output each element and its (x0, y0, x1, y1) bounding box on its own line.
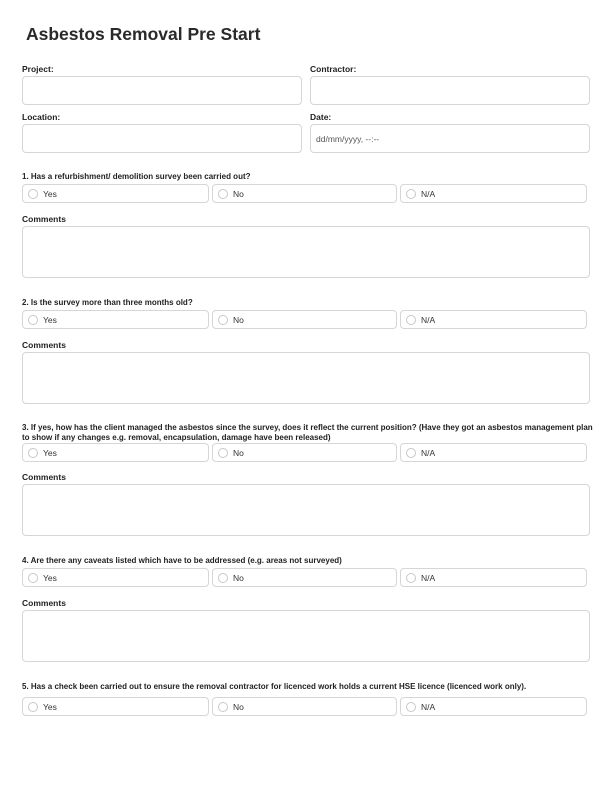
radio-icon (218, 189, 228, 199)
q4-comments-label: Comments (22, 598, 66, 608)
option-label: Yes (43, 448, 57, 458)
q4-option-na[interactable] (400, 568, 587, 587)
option-label: N/A (421, 315, 436, 325)
q1-option-no[interactable] (212, 184, 397, 203)
option-label: No (233, 315, 244, 325)
option-label: No (233, 573, 244, 583)
radio-icon (28, 573, 38, 583)
location-label: Location: (22, 112, 61, 122)
radio-icon (28, 315, 38, 325)
q4-option-yes[interactable] (22, 568, 209, 587)
option-label: N/A (421, 189, 436, 199)
q1-option-na[interactable] (400, 184, 587, 203)
q2-option-na[interactable] (400, 310, 587, 329)
option-label: N/A (421, 448, 436, 458)
radio-icon (218, 448, 228, 458)
radio-icon (406, 448, 416, 458)
q2-comments-label: Comments (22, 340, 66, 350)
radio-icon (406, 702, 416, 712)
q3-comments-label: Comments (22, 472, 66, 482)
q5-option-yes[interactable] (22, 697, 209, 716)
q4-option-no[interactable] (212, 568, 397, 587)
option-label: Yes (43, 189, 57, 199)
radio-icon (28, 448, 38, 458)
page-title: Asbestos Removal Pre Start (26, 24, 261, 44)
radio-icon (218, 315, 228, 325)
option-label: N/A (421, 702, 436, 712)
contractor-label: Contractor: (310, 64, 357, 74)
question-4: 4. Are there any caveats listed which have to be addressed (e.g. areas not surveyed) (22, 556, 342, 565)
location-input[interactable] (22, 124, 302, 153)
option-label: Yes (43, 315, 57, 325)
q3-comments-textarea[interactable] (22, 484, 590, 536)
radio-icon (406, 315, 416, 325)
project-label: Project: (22, 64, 54, 74)
radio-icon (406, 573, 416, 583)
option-label: Yes (43, 702, 57, 712)
question-2: 2. Is the survey more than three months old? (22, 298, 193, 307)
date-input[interactable] (310, 124, 590, 153)
date-placeholder: dd/mm/yyyy, --:-- (316, 134, 380, 144)
option-label: No (233, 448, 244, 458)
q3-option-na[interactable] (400, 443, 587, 462)
q1-option-yes[interactable] (22, 184, 209, 203)
option-label: No (233, 702, 244, 712)
q5-option-no[interactable] (212, 697, 397, 716)
q3-option-yes[interactable] (22, 443, 209, 462)
q2-option-no[interactable] (212, 310, 397, 329)
q4-comments-textarea[interactable] (22, 610, 590, 662)
option-label: No (233, 189, 244, 199)
radio-icon (28, 702, 38, 712)
radio-icon (218, 702, 228, 712)
option-label: N/A (421, 573, 436, 583)
q3-option-no[interactable] (212, 443, 397, 462)
question-1: 1. Has a refurbishment/ demolition survey been carried out? (22, 172, 251, 181)
q1-comments-label: Comments (22, 214, 66, 224)
date-label: Date: (310, 112, 332, 122)
q2-option-yes[interactable] (22, 310, 209, 329)
q2-comments-textarea[interactable] (22, 352, 590, 404)
question-3: 3. If yes, how has the client managed the asbestos since the survey, does it reflect the current position? (Have they got an asbestos management plan to show if any changes e.g. removal, encapsulation, damage have been released) (22, 423, 593, 442)
radio-icon (406, 189, 416, 199)
radio-icon (218, 573, 228, 583)
contractor-input[interactable] (310, 76, 590, 105)
project-input[interactable] (22, 76, 302, 105)
radio-icon (28, 189, 38, 199)
q5-option-na[interactable] (400, 697, 587, 716)
option-label: Yes (43, 573, 57, 583)
q1-comments-textarea[interactable] (22, 226, 590, 278)
question-5: 5. Has a check been carried out to ensure the removal contractor for licenced work holds a current HSE licence (licenced work only). (22, 682, 527, 691)
